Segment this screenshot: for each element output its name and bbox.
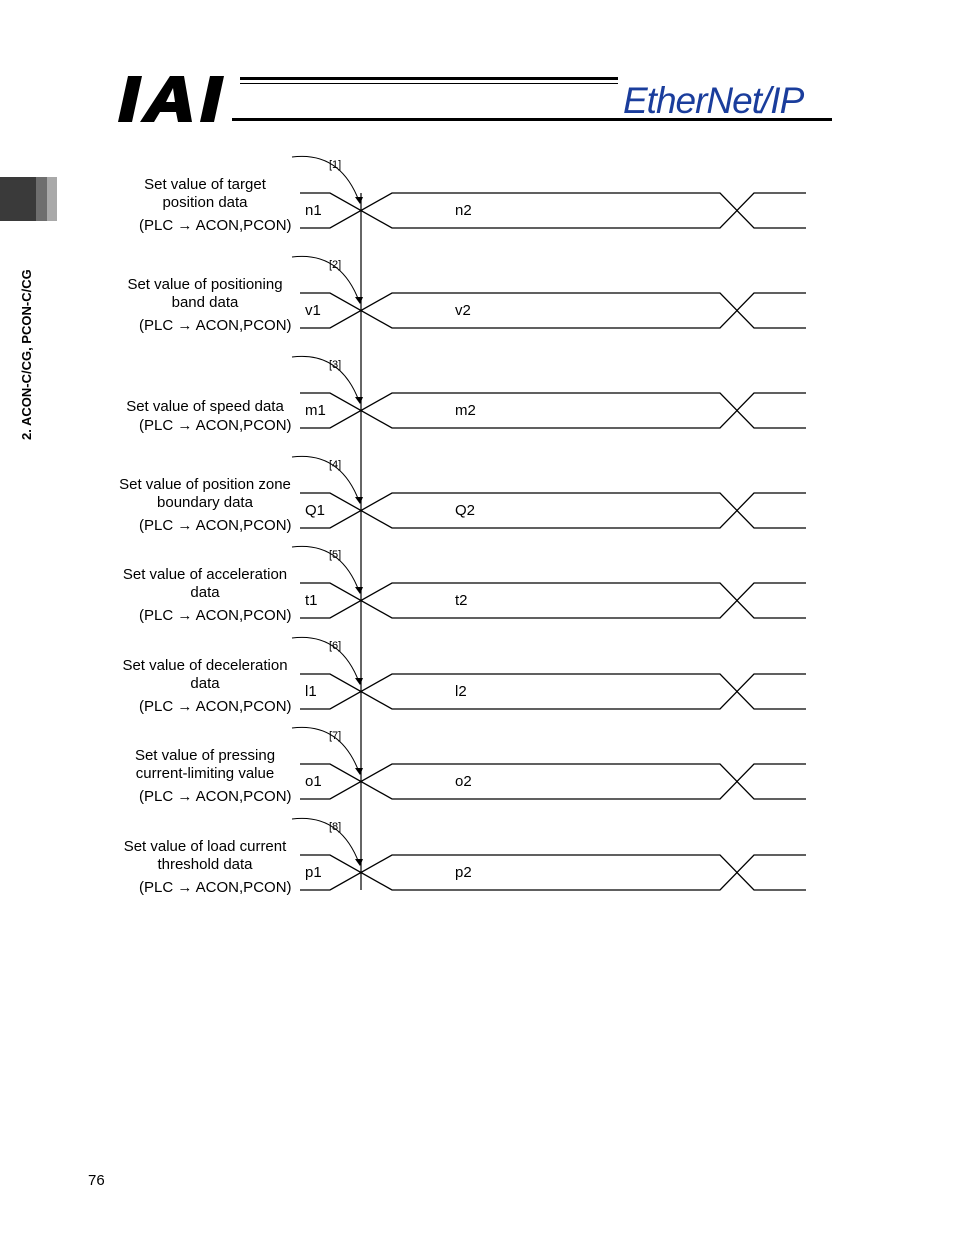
signal-label: Set value of pressing [134, 747, 276, 764]
old-value: m1 [305, 401, 326, 419]
step-callout-curve [292, 356, 359, 401]
step-number: [4] [329, 459, 342, 471]
direction-label: (PLC → ACON,PCON) [139, 317, 292, 334]
direction-label: (PLC → ACON,PCON) [139, 417, 292, 434]
new-value: Q2 [455, 501, 476, 519]
signal-waveform [300, 764, 806, 799]
signal-waveform [300, 493, 806, 528]
signal-waveform [300, 674, 806, 709]
signal-waveform [300, 583, 806, 618]
signal-label: position data [162, 194, 248, 211]
signal-waveform [300, 674, 806, 709]
step-arrow-icon [355, 397, 363, 404]
step-arrow-icon [355, 497, 363, 504]
direction-label: (PLC → ACON,PCON) [139, 698, 292, 715]
step-arrow-icon [355, 587, 363, 594]
old-value: n1 [305, 201, 322, 219]
signal-waveform [300, 193, 806, 228]
signal-waveform [300, 293, 806, 328]
signal-waveform [300, 293, 806, 328]
signal-waveform [300, 764, 806, 799]
old-value: v1 [305, 301, 321, 319]
signal-label: threshold data [157, 856, 253, 873]
direction-label: (PLC → ACON,PCON) [139, 517, 292, 534]
direction-label: (PLC → ACON,PCON) [139, 607, 292, 624]
signal-label: Set value of target [144, 176, 266, 193]
new-value: m2 [455, 401, 476, 419]
step-arrow-icon [355, 768, 363, 775]
signal-waveform [300, 393, 806, 428]
signal-label: band data [171, 294, 239, 311]
signal-waveform [300, 393, 806, 428]
step-arrow-icon [355, 859, 363, 866]
old-value: l1 [305, 682, 317, 700]
step-number: [7] [329, 730, 342, 742]
new-value: v2 [455, 301, 471, 319]
step-number: [1] [329, 159, 342, 171]
direction-label: (PLC → ACON,PCON) [139, 217, 292, 234]
signal-label: boundary data [157, 494, 253, 511]
signal-label: data [190, 675, 220, 692]
chapter-side-label: 2. ACON-C/CG, PCON-C/CG [19, 269, 34, 440]
signal-label: data [190, 584, 220, 601]
signal-label: Set value of deceleration [122, 657, 288, 674]
signal-waveform [300, 493, 806, 528]
signal-waveform [300, 583, 806, 618]
signal-label: Set value of position zone [119, 476, 291, 493]
step-arrow-icon [355, 197, 363, 204]
step-number: [8] [329, 821, 342, 833]
old-value: p1 [305, 863, 322, 881]
step-number: [2] [329, 259, 342, 271]
brand-title: EtherNet/IP [623, 80, 804, 121]
signal-label: Set value of speed data [126, 398, 284, 415]
new-value: l2 [455, 682, 467, 700]
step-arrow-icon [355, 297, 363, 304]
step-number: [3] [329, 359, 342, 371]
signal-label: Set value of positioning [127, 276, 283, 293]
signal-waveform [300, 193, 806, 228]
signal-waveform [300, 855, 806, 890]
signal-label: Set value of acceleration [122, 566, 288, 583]
signal-waveform [300, 855, 806, 890]
step-number: [6] [329, 640, 342, 652]
old-value: Q1 [305, 501, 326, 519]
signal-label: Set value of load current [123, 838, 287, 855]
direction-label: (PLC → ACON,PCON) [139, 788, 292, 805]
new-value: o2 [455, 772, 472, 790]
signal-label: current-limiting value [135, 765, 275, 782]
direction-label: (PLC → ACON,PCON) [139, 879, 292, 896]
new-value: t2 [455, 591, 468, 609]
new-value: n2 [455, 201, 472, 219]
step-arrow-icon [355, 678, 363, 685]
new-value: p2 [455, 863, 472, 881]
step-number: [5] [329, 549, 342, 561]
old-value: t1 [305, 591, 318, 609]
page-number: 76 [88, 1172, 105, 1189]
old-value: o1 [305, 772, 322, 790]
